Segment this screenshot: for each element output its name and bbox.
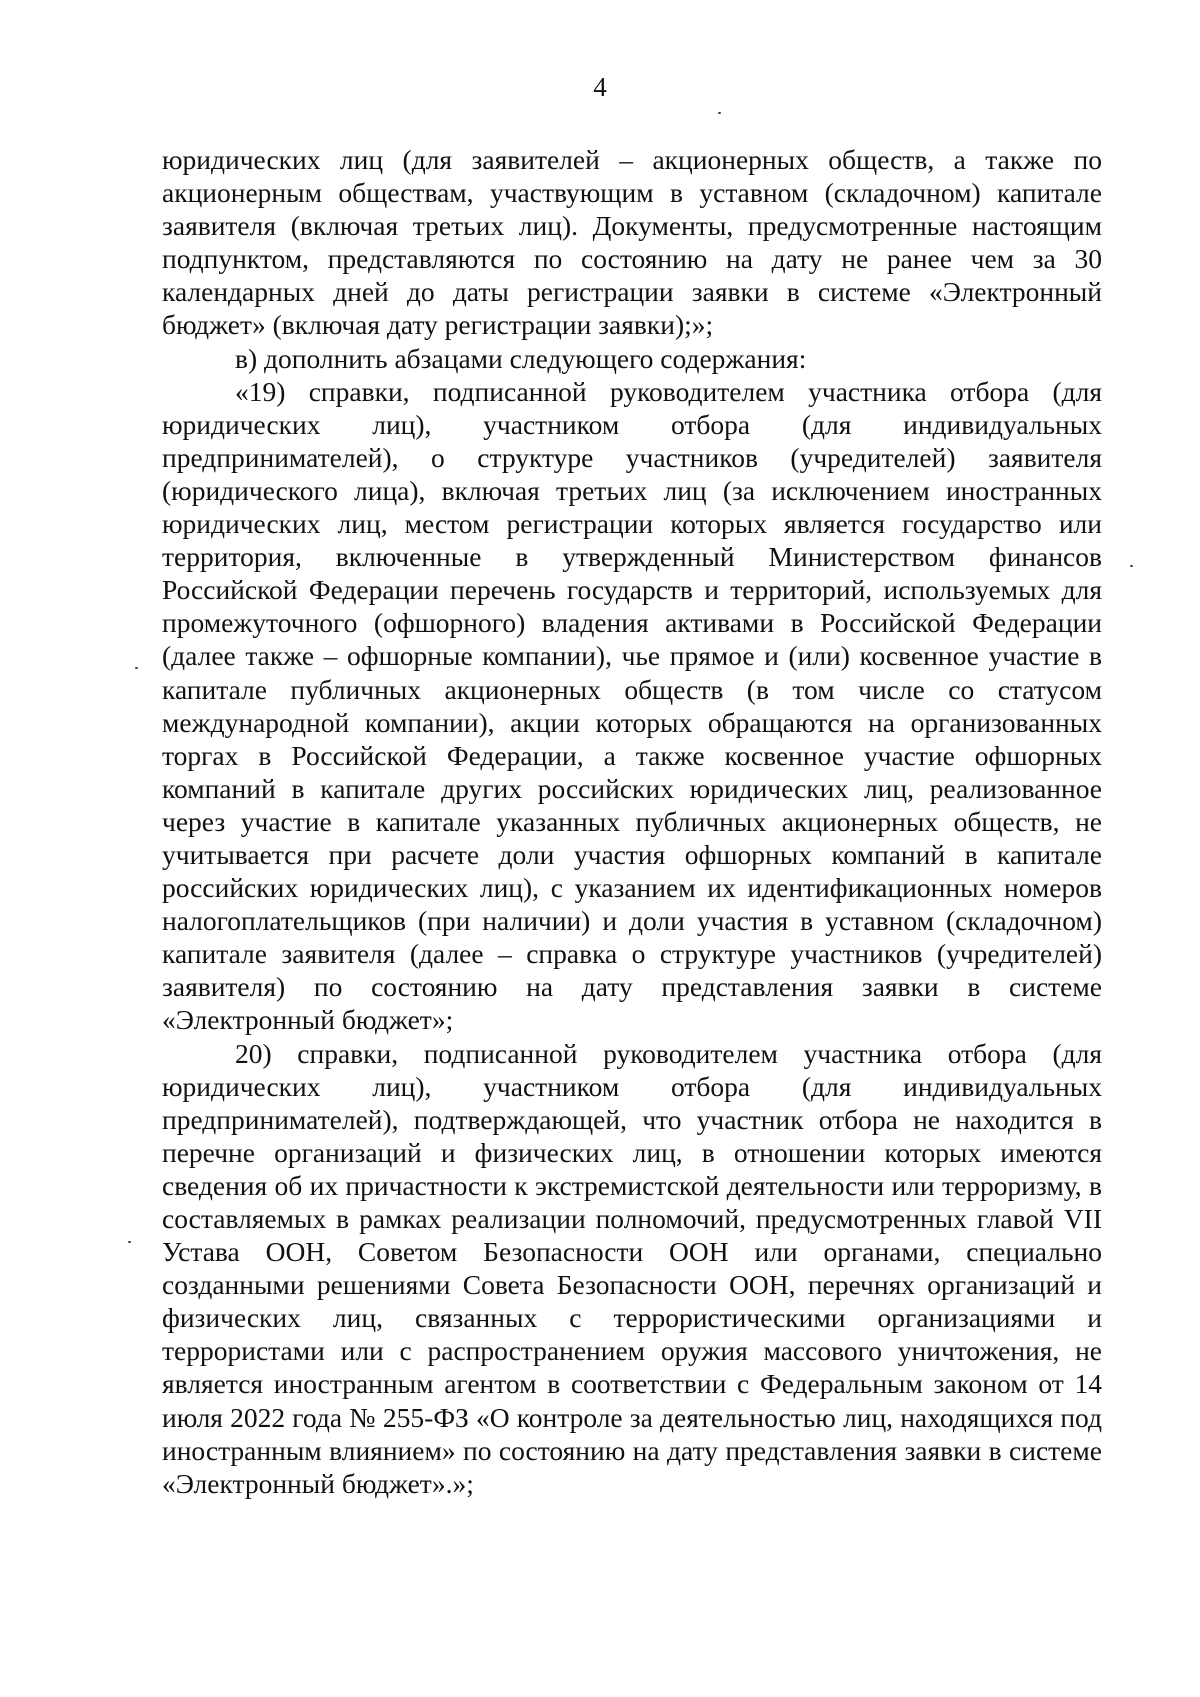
paragraph-item-20: 20) справки, подписанной руководителем участника отбора (для юридических лиц), участником отбора (для индивидуальных предпринимателей), подтверждающей, что участник отбора не находится в перечне организаций и физических лиц, в отношении которых имеются сведения об их причастности к экстремистской деятельности или терроризму, в составляемых в рамках реализации полномочий, предусмотренных главой VII Устава ООН, Советом Безопасности ООН или органами, специально созданными решениями Совета Безопасности ООН, перечнях организаций и физических лиц, связанных с террористическими организациями и террористами или с распространением оружия массового уничтожения, не является иностранным агентом в соответствии с Федеральным законом от 14 июля 2022 года № 255-ФЗ «О контроле за деятельностью лиц, находящихся под иностранным влиянием» по состоянию на дату представления заявки в системе «Электронный бюджет».»; bbox=[162, 1037, 1102, 1499]
scan-speck bbox=[718, 112, 721, 114]
paragraph-amendment-intro: в) дополнить абзацами следующего содержания: bbox=[235, 342, 807, 374]
page-number: 4 bbox=[593, 72, 607, 102]
document-body bbox=[162, 143, 1102, 1500]
scan-speck bbox=[1130, 565, 1133, 567]
scan-speck bbox=[128, 1241, 131, 1243]
paragraph-item-19: «19) справки, подписанной руководителем участника отбора (для юридических лиц), участником отбора (для индивидуальных предпринимателей), о структуре участников (учредителей) заявителя (юридического лица), включая третьих лиц (за исключением иностранных юридических лиц, местом регистрации которых является государство или территория, включенные в утвержденный Министерством финансов Российской Федерации перечень государств и территорий, используемых для промежуточного (офшорного) владения активами в Российской Федерации (далее также – офшорные компании), чье прямое и (или) косвенное участие в капитале публичных акционерных обществ (в том числе со статусом международной компании), акции которых обращаются на организованных торгах в Российской Федерации, а также косвенное участие офшорных компаний в капитале других российских юридических лиц, реализованное через участие в капитале указанных публичных акционерных обществ, не учитывается при расчете доли участия офшорных компаний в капитале российских юридических лиц), с указанием их идентификационных номеров налогоплательщиков (при наличии) и доли участия в уставном (складочном) капитале заявителя (далее – справка о структуре участников (учредителей) заявителя) по состоянию на дату представления заявки в системе «Электронный бюджет»; bbox=[162, 375, 1102, 1036]
paragraph-continuation: юридических лиц (для заявителей – акционерных обществ, а также по акционерным обществам, участвующим в уставном (складочном) капитале заявителя (включая третьих лиц). Документы, предусмотренные настоящим подпунктом, представляются по состоянию на дату не ранее чем за 30 календарных дней до даты регистрации заявки в системе «Электронный бюджет» (включая дату регистрации заявки);»; bbox=[162, 144, 1102, 341]
scan-speck bbox=[135, 667, 138, 669]
